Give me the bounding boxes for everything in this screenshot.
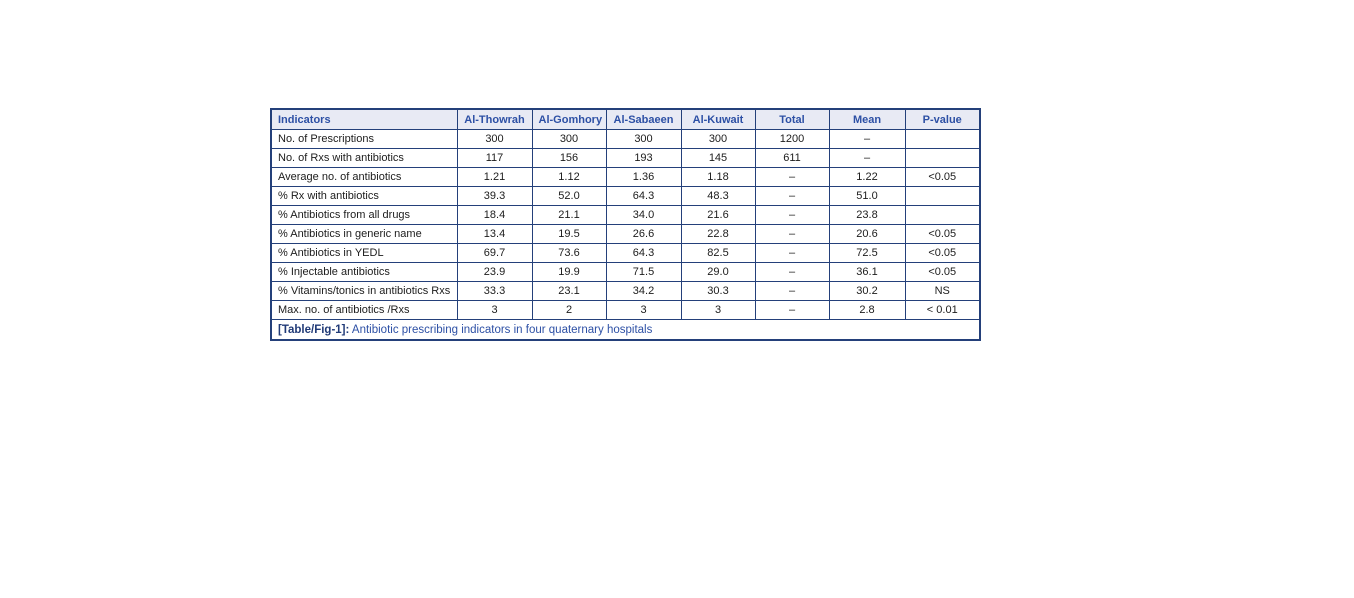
table-row <box>271 301 980 320</box>
value-cell: 20.6 <box>829 225 905 244</box>
value-cell: 19.9 <box>532 263 606 282</box>
value-cell: – <box>755 282 829 301</box>
table-row <box>271 282 980 301</box>
value-cell: 82.5 <box>681 244 755 263</box>
value-cell: 26.6 <box>606 225 681 244</box>
value-cell: NS <box>905 282 980 301</box>
value-cell: 23.1 <box>532 282 606 301</box>
value-cell: 33.3 <box>457 282 532 301</box>
value-cell: 156 <box>532 149 606 168</box>
value-cell: <0.05 <box>905 168 980 187</box>
row-label-cell: Max. no. of antibiotics /Rxs <box>271 301 457 320</box>
value-cell: – <box>755 244 829 263</box>
header-cell-total: Total <box>755 109 829 130</box>
value-cell: – <box>755 225 829 244</box>
value-cell: 1200 <box>755 130 829 149</box>
table-row <box>271 206 980 225</box>
value-cell: – <box>755 263 829 282</box>
row-label-cell: Average no. of antibiotics <box>271 168 457 187</box>
value-cell: 18.4 <box>457 206 532 225</box>
figure-caption <box>271 320 980 341</box>
caption-tag: [Table/Fig-1]: <box>278 323 350 336</box>
value-cell <box>905 149 980 168</box>
value-cell: – <box>755 206 829 225</box>
value-cell: 300 <box>532 130 606 149</box>
value-cell: 69.7 <box>457 244 532 263</box>
value-cell: 72.5 <box>829 244 905 263</box>
value-cell: 13.4 <box>457 225 532 244</box>
value-cell: – <box>829 149 905 168</box>
value-cell: 64.3 <box>606 244 681 263</box>
value-cell <box>905 206 980 225</box>
value-cell <box>905 187 980 206</box>
value-cell: 34.0 <box>606 206 681 225</box>
value-cell: 64.3 <box>606 187 681 206</box>
value-cell: – <box>755 301 829 320</box>
table-body <box>271 130 980 320</box>
value-cell: 1.18 <box>681 168 755 187</box>
header-cell-p-value: P-value <box>905 109 980 130</box>
caption-text: Antibiotic prescribing indicators in four quaternary hospitals <box>351 323 653 336</box>
value-cell: 3 <box>606 301 681 320</box>
value-cell: 22.8 <box>681 225 755 244</box>
value-cell: 2 <box>532 301 606 320</box>
value-cell: 117 <box>457 149 532 168</box>
header-cell-indicators: Indicators <box>271 109 457 130</box>
value-cell: <0.05 <box>905 244 980 263</box>
value-cell: – <box>829 130 905 149</box>
caption-row <box>271 320 980 341</box>
row-label-cell: % Antibiotics from all drugs <box>271 206 457 225</box>
value-cell: 300 <box>681 130 755 149</box>
value-cell: 48.3 <box>681 187 755 206</box>
value-cell: < 0.01 <box>905 301 980 320</box>
row-label-cell: % Rx with antibiotics <box>271 187 457 206</box>
value-cell: 3 <box>457 301 532 320</box>
header-cell-al-kuwait: Al-Kuwait <box>681 109 755 130</box>
value-cell: 71.5 <box>606 263 681 282</box>
value-cell: 29.0 <box>681 263 755 282</box>
value-cell: 3 <box>681 301 755 320</box>
value-cell: 19.5 <box>532 225 606 244</box>
table-row <box>271 244 980 263</box>
row-label-cell: % Injectable antibiotics <box>271 263 457 282</box>
value-cell: 30.3 <box>681 282 755 301</box>
value-cell: 300 <box>606 130 681 149</box>
value-cell: 1.21 <box>457 168 532 187</box>
table-row <box>271 130 980 149</box>
value-cell: 145 <box>681 149 755 168</box>
row-label-cell: No. of Rxs with antibiotics <box>271 149 457 168</box>
value-cell: 73.6 <box>532 244 606 263</box>
value-cell: – <box>755 187 829 206</box>
value-cell: 23.8 <box>829 206 905 225</box>
value-cell: <0.05 <box>905 263 980 282</box>
value-cell: 39.3 <box>457 187 532 206</box>
value-cell: 611 <box>755 149 829 168</box>
value-cell: 1.36 <box>606 168 681 187</box>
table-header <box>271 109 980 130</box>
value-cell: 23.9 <box>457 263 532 282</box>
value-cell: 2.8 <box>829 301 905 320</box>
row-label-cell: No. of Prescriptions <box>271 130 457 149</box>
value-cell: <0.05 <box>905 225 980 244</box>
value-cell: 52.0 <box>532 187 606 206</box>
value-cell: 30.2 <box>829 282 905 301</box>
row-label-cell: % Antibiotics in generic name <box>271 225 457 244</box>
table-row <box>271 263 980 282</box>
table-row <box>271 225 980 244</box>
table-footer <box>271 320 980 341</box>
value-cell: 193 <box>606 149 681 168</box>
value-cell: 1.22 <box>829 168 905 187</box>
value-cell: 21.1 <box>532 206 606 225</box>
value-cell: 300 <box>457 130 532 149</box>
value-cell: 34.2 <box>606 282 681 301</box>
value-cell: 1.12 <box>532 168 606 187</box>
row-label-cell: % Antibiotics in YEDL <box>271 244 457 263</box>
header-cell-al-gomhory: Al-Gomhory <box>532 109 606 130</box>
table-figure <box>270 108 979 341</box>
value-cell: 21.6 <box>681 206 755 225</box>
value-cell: – <box>755 168 829 187</box>
indicators-table <box>270 108 981 341</box>
value-cell: 51.0 <box>829 187 905 206</box>
header-row <box>271 109 980 130</box>
table-row <box>271 168 980 187</box>
value-cell <box>905 130 980 149</box>
table-row <box>271 149 980 168</box>
table-row <box>271 187 980 206</box>
header-cell-mean: Mean <box>829 109 905 130</box>
value-cell: 36.1 <box>829 263 905 282</box>
header-cell-al-sabaeen: Al-Sabaeen <box>606 109 681 130</box>
row-label-cell: % Vitamins/tonics in antibiotics Rxs <box>271 282 457 301</box>
header-cell-al-thowrah: Al-Thowrah <box>457 109 532 130</box>
